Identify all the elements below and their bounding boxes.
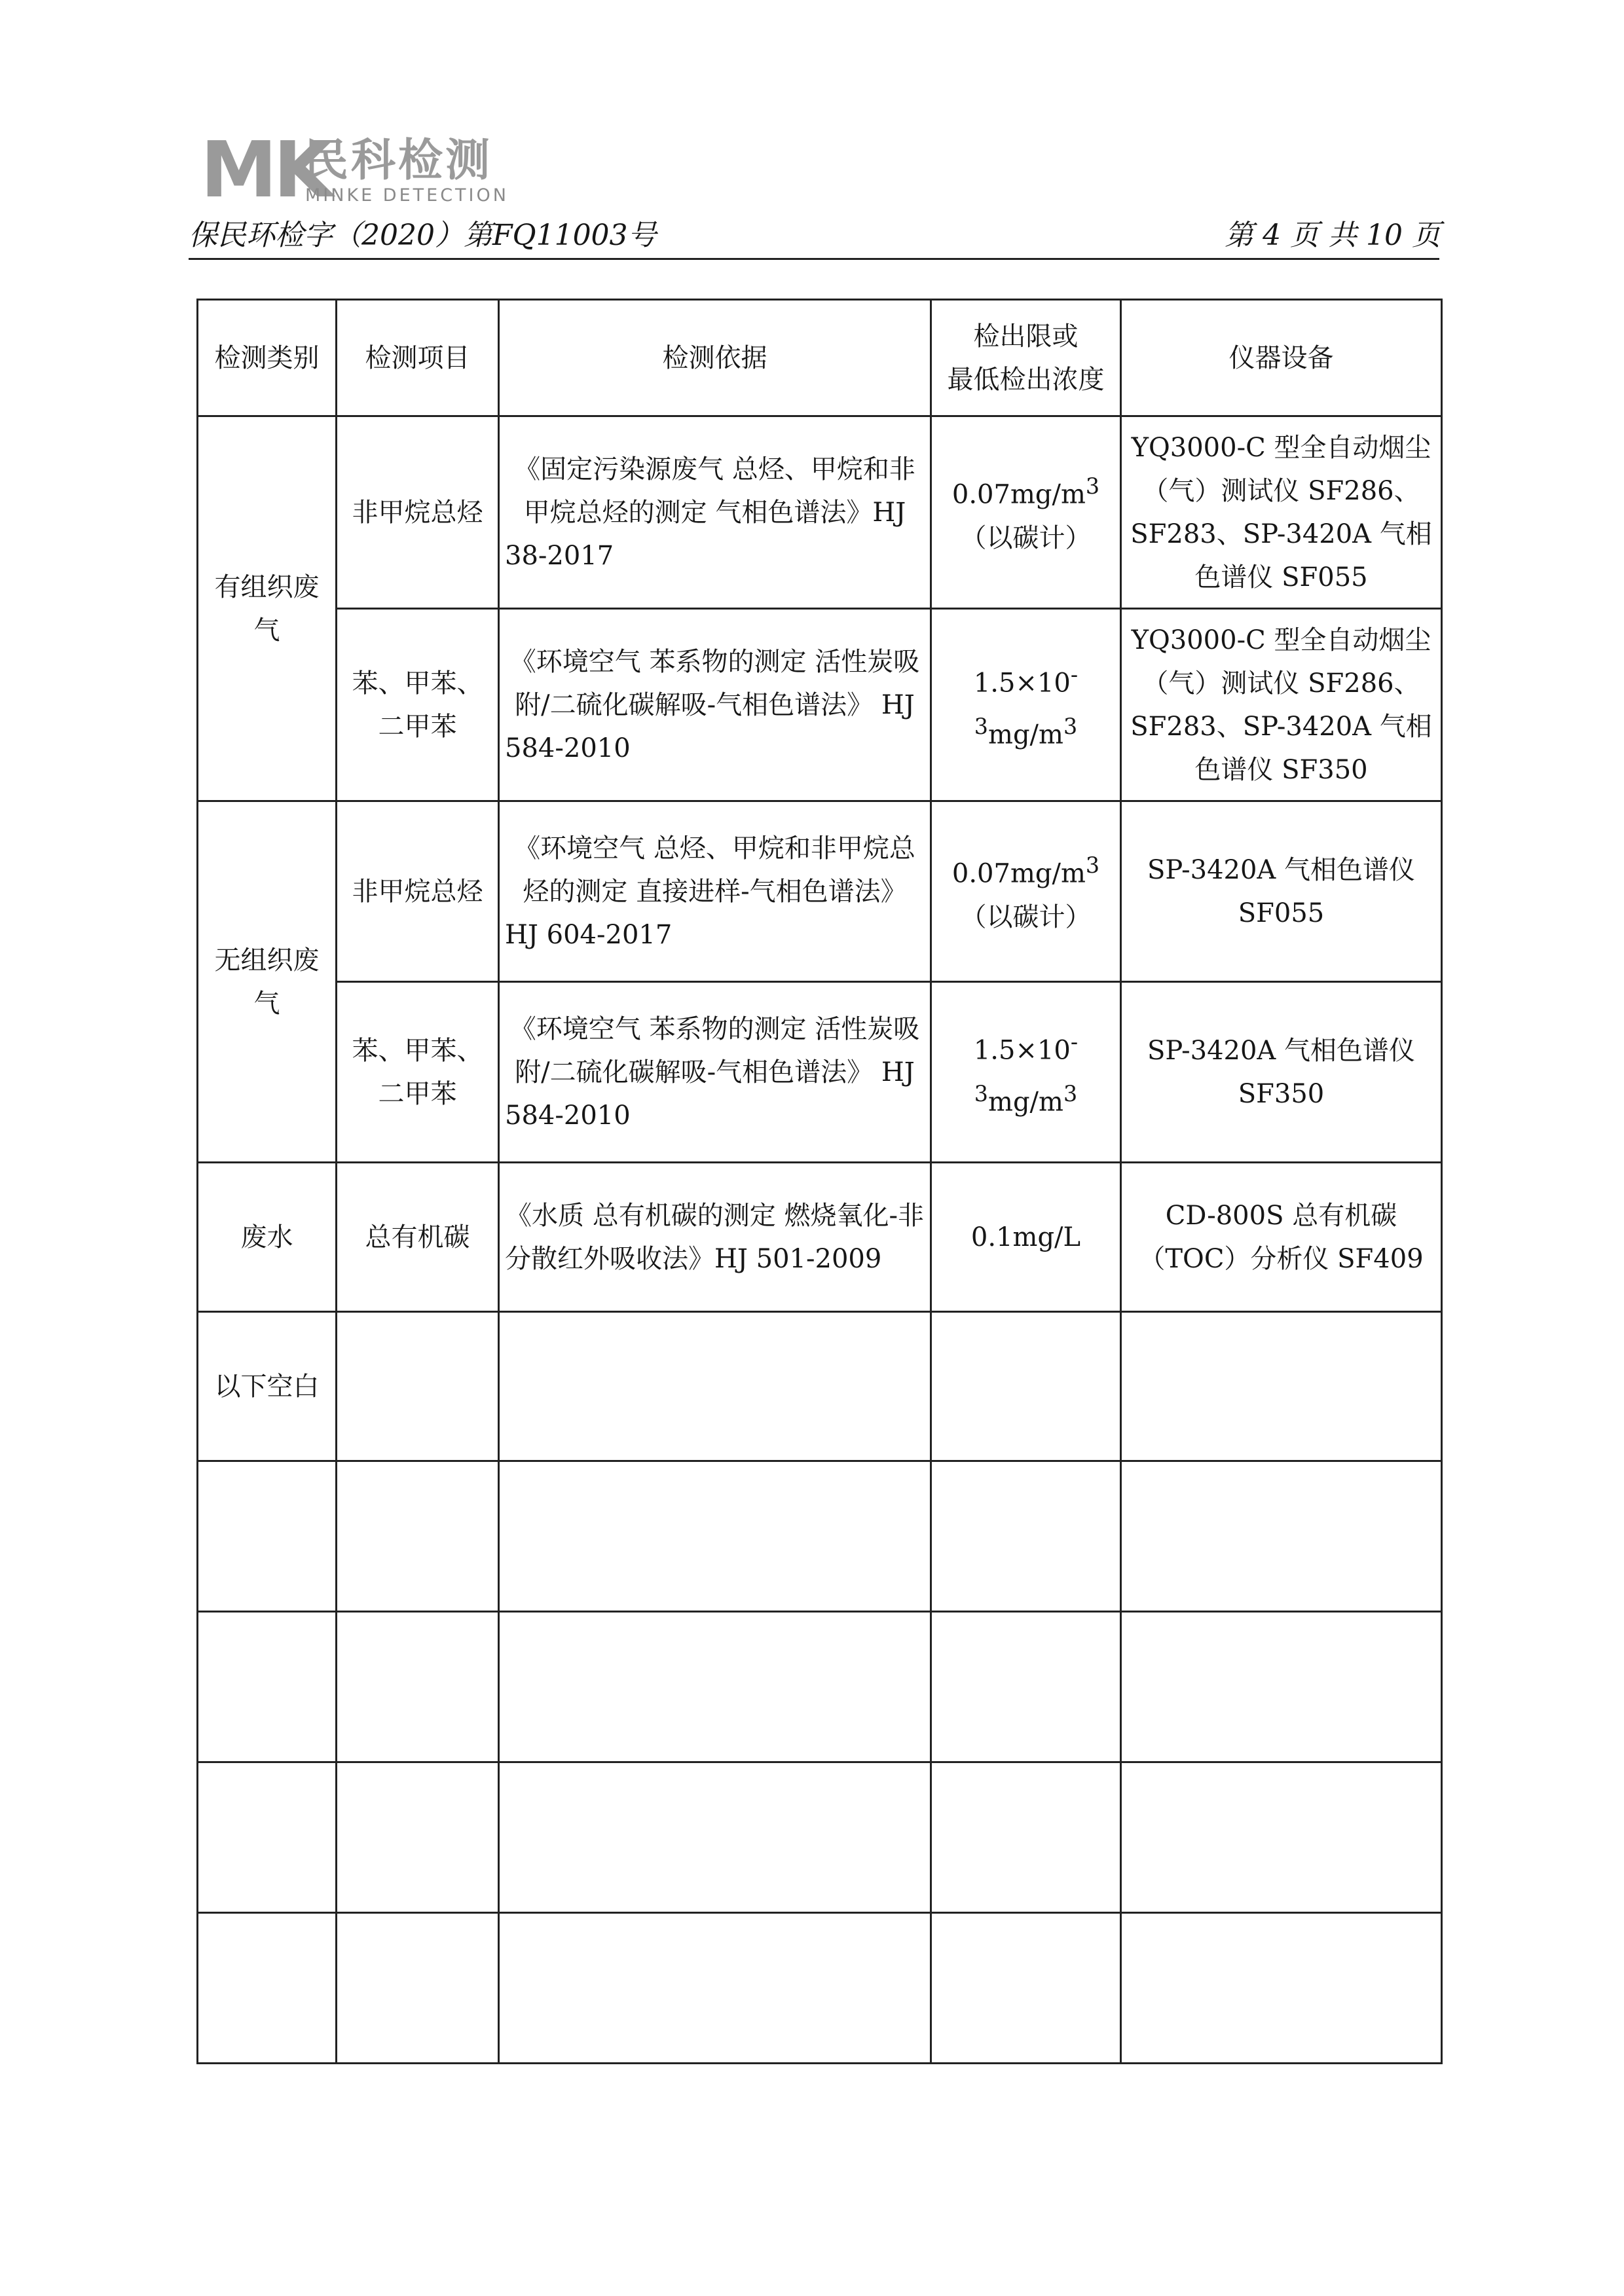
header-basis: 检测依据 — [499, 300, 931, 416]
table-row — [198, 982, 1442, 1163]
empty-cell — [1121, 1461, 1442, 1612]
limit-cell: $1.5\times 10^{-3}mg/m^3$ — [931, 982, 1121, 1163]
empty-cell — [337, 1461, 499, 1612]
limit-note: （以碳计） — [960, 522, 1092, 553]
category-cell: 无组织废气 — [198, 801, 337, 1163]
basis-cell: 《环境空气 苯系物的测定 活性炭吸附/二硫化碳解吸-气相色谱法》 HJ 584-2010 — [499, 982, 931, 1163]
empty-row — [198, 1461, 1442, 1612]
item-cell: 非甲烷总烃 — [337, 801, 499, 982]
table-row — [198, 416, 1442, 609]
empty-cell — [931, 1762, 1121, 1913]
table-row — [198, 1312, 1442, 1461]
empty-row — [198, 1762, 1442, 1913]
empty-cell — [1121, 1913, 1442, 2064]
limit-cell: $1.5\times 10^{-3}mg/m^3$ — [931, 609, 1121, 801]
empty-cell — [931, 1461, 1121, 1612]
header-instrument: 仪器设备 — [1121, 300, 1442, 416]
instrument-cell: SP-3420A 气相色谱仪 SF350 — [1121, 982, 1442, 1163]
limit-value: $0.07mg/m^3$ — [951, 852, 1100, 889]
header-limit-line1: 检出限或 — [973, 321, 1079, 352]
logo-name-cn: 民科检测 — [304, 135, 493, 187]
empty-cell — [931, 1913, 1121, 2064]
empty-cell — [1121, 1312, 1442, 1461]
header-item: 检测项目 — [337, 300, 499, 416]
empty-cell — [499, 1461, 931, 1612]
table-row — [198, 1163, 1442, 1312]
logo-name-en: MINKE DETECTION — [305, 185, 509, 206]
basis-cell: 《环境空气 总烃、甲烷和非甲烷总烃的测定 直接进样-气相色谱法》 HJ 604-2017 — [499, 801, 931, 982]
header-rule — [189, 258, 1439, 260]
empty-cell — [1121, 1762, 1442, 1913]
logo-mark: MK — [200, 124, 329, 215]
category-cell: 有组织废气 — [198, 416, 337, 801]
item-cell: 非甲烷总烃 — [337, 416, 499, 609]
header-limit-line2: 最低检出浓度 — [947, 364, 1105, 395]
limit-cell — [931, 416, 1121, 609]
category-cell: 废水 — [198, 1163, 337, 1312]
blank-note-cell: 以下空白 — [198, 1312, 337, 1461]
empty-row — [198, 1913, 1442, 2064]
table-row — [198, 801, 1442, 982]
item-cell: 总有机碳 — [337, 1163, 499, 1312]
basis-cell: 《水质 总有机碳的测定 燃烧氧化-非分散红外吸收法》HJ 501-2009 — [499, 1163, 931, 1312]
instrument-cell: SP-3420A 气相色谱仪 SF055 — [1121, 801, 1442, 982]
empty-cell — [198, 1461, 337, 1612]
empty-cell — [198, 1612, 337, 1762]
empty-cell — [499, 1762, 931, 1913]
empty-cell — [499, 1612, 931, 1762]
empty-cell — [499, 1913, 931, 2064]
empty-cell — [931, 1612, 1121, 1762]
limit-cell — [931, 801, 1121, 982]
empty-cell — [198, 1762, 337, 1913]
empty-row — [198, 1612, 1442, 1762]
empty-cell — [337, 1612, 499, 1762]
header-limit — [931, 300, 1121, 416]
empty-cell — [931, 1312, 1121, 1461]
detection-methods-table — [196, 299, 1443, 2064]
report-number: 保民环检字（2020）第FQ11003号 — [189, 219, 657, 252]
empty-cell — [499, 1312, 931, 1461]
basis-cell: 《环境空气 苯系物的测定 活性炭吸附/二硫化碳解吸-气相色谱法》 HJ 584-2010 — [499, 609, 931, 801]
instrument-cell: CD-800S 总有机碳（TOC）分析仪 SF409 — [1121, 1163, 1442, 1312]
table-header-row — [198, 300, 1442, 416]
basis-cell: 《固定污染源废气 总烃、甲烷和非甲烷总烃的测定 气相色谱法》HJ 38-2017 — [499, 416, 931, 609]
header-category: 检测类别 — [198, 300, 337, 416]
limit-note: （以碳计） — [960, 902, 1092, 932]
instrument-cell: YQ3000-C 型全自动烟尘（气）测试仪 SF286、SF283、SP-3420A 气相色谱仪 SF055 — [1121, 416, 1442, 609]
item-cell: 苯、甲苯、二甲苯 — [337, 982, 499, 1163]
limit-cell: 0.1mg/L — [931, 1163, 1121, 1312]
item-cell: 苯、甲苯、二甲苯 — [337, 609, 499, 801]
empty-cell — [337, 1913, 499, 2064]
limit-value: $0.07mg/m^3$ — [951, 473, 1100, 510]
empty-cell — [337, 1312, 499, 1461]
empty-cell — [1121, 1612, 1442, 1762]
instrument-cell: YQ3000-C 型全自动烟尘（气）测试仪 SF286、SF283、SP-3420A 气相色谱仪 SF350 — [1121, 609, 1442, 801]
page-info: 第 4 页 共 10 页 — [1225, 219, 1441, 252]
table-row — [198, 609, 1442, 801]
empty-cell — [198, 1913, 337, 2064]
company-logo — [200, 124, 541, 215]
empty-cell — [337, 1762, 499, 1913]
